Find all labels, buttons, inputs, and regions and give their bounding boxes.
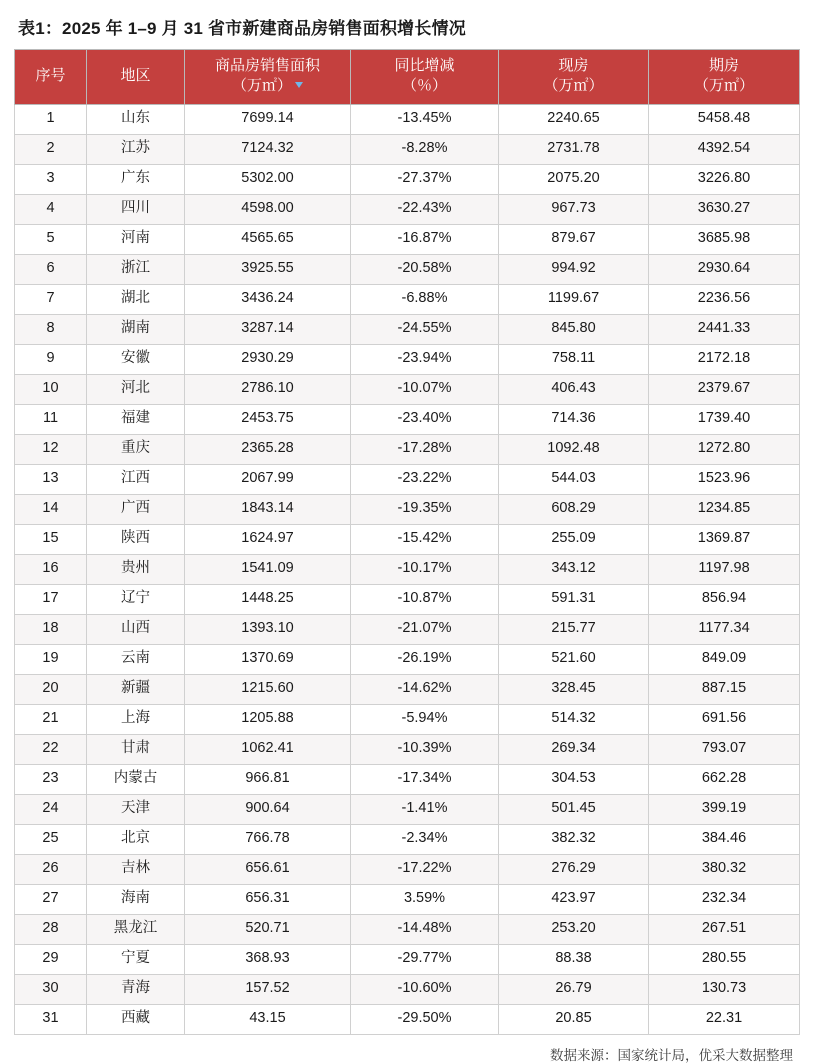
cell-completed-housing: 967.73: [499, 194, 649, 224]
cell-completed-housing: 2240.65: [499, 104, 649, 134]
cell-yoy-change: -27.37%: [351, 164, 499, 194]
cell-region: 河南: [87, 224, 185, 254]
cell-presold-housing: 2930.64: [649, 254, 800, 284]
cell-region: 辽宁: [87, 584, 185, 614]
cell-yoy-change: -23.40%: [351, 404, 499, 434]
cell-yoy-change: -10.60%: [351, 974, 499, 1004]
cell-sales-area: 656.61: [185, 854, 351, 884]
table-row: [15, 524, 800, 554]
cell-presold-housing: 1739.40: [649, 404, 800, 434]
cell-yoy-change: -10.39%: [351, 734, 499, 764]
column-header-index-line1: 序号: [35, 67, 66, 85]
cell-sales-area: 1541.09: [185, 554, 351, 584]
cell-yoy-change: -1.41%: [351, 794, 499, 824]
cell-region: 江苏: [87, 134, 185, 164]
column-header-yoy-change-line2: （％）: [401, 77, 447, 95]
table-row: [15, 224, 800, 254]
cell-yoy-change: -15.42%: [351, 524, 499, 554]
table-row: [15, 674, 800, 704]
cell-index: 23: [15, 764, 87, 794]
cell-index: 31: [15, 1004, 87, 1034]
cell-region: 甘肃: [87, 734, 185, 764]
cell-presold-housing: 856.94: [649, 584, 800, 614]
cell-sales-area: 4565.65: [185, 224, 351, 254]
table-row: [15, 914, 800, 944]
cell-index: 18: [15, 614, 87, 644]
cell-presold-housing: 2172.18: [649, 344, 800, 374]
cell-sales-area: 2786.10: [185, 374, 351, 404]
cell-yoy-change: -23.94%: [351, 344, 499, 374]
table-row: [15, 254, 800, 284]
cell-completed-housing: 514.32: [499, 704, 649, 734]
page-title: 表1：2025 年 1–9 月 31 省市新建商品房销售面积增长情况: [18, 19, 466, 38]
cell-completed-housing: 2075.20: [499, 164, 649, 194]
cell-index: 30: [15, 974, 87, 1004]
cell-yoy-change: -2.34%: [351, 824, 499, 854]
cell-yoy-change: -29.50%: [351, 1004, 499, 1034]
table-row: [15, 344, 800, 374]
cell-completed-housing: 304.53: [499, 764, 649, 794]
cell-yoy-change: -5.94%: [351, 704, 499, 734]
cell-completed-housing: 269.34: [499, 734, 649, 764]
cell-completed-housing: 406.43: [499, 374, 649, 404]
cell-region: 宁夏: [87, 944, 185, 974]
cell-index: 29: [15, 944, 87, 974]
table-row: [15, 284, 800, 314]
cell-region: 青海: [87, 974, 185, 1004]
cell-presold-housing: 1272.80: [649, 434, 800, 464]
column-header-region[interactable]: [87, 50, 185, 105]
cell-completed-housing: 26.79: [499, 974, 649, 1004]
cell-index: 8: [15, 314, 87, 344]
table-header: [15, 50, 800, 105]
cell-region: 重庆: [87, 434, 185, 464]
cell-index: 2: [15, 134, 87, 164]
cell-index: 26: [15, 854, 87, 884]
cell-region: 内蒙古: [87, 764, 185, 794]
cell-presold-housing: 5458.48: [649, 104, 800, 134]
cell-index: 7: [15, 284, 87, 314]
cell-region: 广西: [87, 494, 185, 524]
cell-completed-housing: 20.85: [499, 1004, 649, 1034]
cell-sales-area: 2453.75: [185, 404, 351, 434]
cell-sales-area: 157.52: [185, 974, 351, 1004]
cell-presold-housing: 1369.87: [649, 524, 800, 554]
cell-index: 28: [15, 914, 87, 944]
cell-index: 1: [15, 104, 87, 134]
cell-sales-area: 1205.88: [185, 704, 351, 734]
column-header-index[interactable]: [15, 50, 87, 105]
cell-region: 四川: [87, 194, 185, 224]
table-row: [15, 644, 800, 674]
table-row: [15, 314, 800, 344]
cell-yoy-change: 3.59%: [351, 884, 499, 914]
data-source-note: 数据来源：国家统计局，优采大数据整理: [550, 1047, 793, 1063]
cell-sales-area: 2365.28: [185, 434, 351, 464]
cell-sales-area: 1393.10: [185, 614, 351, 644]
cell-presold-housing: 232.34: [649, 884, 800, 914]
cell-yoy-change: -17.28%: [351, 434, 499, 464]
cell-yoy-change: -19.35%: [351, 494, 499, 524]
cell-completed-housing: 215.77: [499, 614, 649, 644]
column-header-presold-housing-line2: （万㎡）: [693, 77, 754, 95]
cell-sales-area: 656.31: [185, 884, 351, 914]
column-header-completed-housing-line1: 现房: [558, 57, 589, 74]
cell-presold-housing: 2236.56: [649, 284, 800, 314]
cell-sales-area: 1624.97: [185, 524, 351, 554]
cell-completed-housing: 423.97: [499, 884, 649, 914]
cell-presold-housing: 267.51: [649, 914, 800, 944]
cell-completed-housing: 1092.48: [499, 434, 649, 464]
table-row: [15, 824, 800, 854]
column-header-sales-area[interactable]: [185, 50, 351, 105]
cell-sales-area: 7699.14: [185, 104, 351, 134]
cell-region: 山东: [87, 104, 185, 134]
column-header-presold-housing-line1: 期房: [708, 57, 739, 74]
column-header-sales-area-line1: 商品房销售面积: [214, 57, 320, 74]
table-row: [15, 194, 800, 224]
table-row: [15, 794, 800, 824]
cell-region: 浙江: [87, 254, 185, 284]
table-row: [15, 1004, 800, 1034]
cell-yoy-change: -10.07%: [351, 374, 499, 404]
cell-completed-housing: 255.09: [499, 524, 649, 554]
cell-sales-area: 1062.41: [185, 734, 351, 764]
cell-yoy-change: -22.43%: [351, 194, 499, 224]
cell-index: 27: [15, 884, 87, 914]
cell-completed-housing: 1199.67: [499, 284, 649, 314]
header-row: [15, 50, 800, 105]
cell-completed-housing: 608.29: [499, 494, 649, 524]
cell-index: 15: [15, 524, 87, 554]
table-row: [15, 764, 800, 794]
cell-yoy-change: -17.34%: [351, 764, 499, 794]
cell-presold-housing: 3630.27: [649, 194, 800, 224]
table-row: [15, 404, 800, 434]
cell-presold-housing: 2379.67: [649, 374, 800, 404]
cell-index: 3: [15, 164, 87, 194]
cell-yoy-change: -20.58%: [351, 254, 499, 284]
cell-region: 安徽: [87, 344, 185, 374]
cell-index: 5: [15, 224, 87, 254]
cell-yoy-change: -29.77%: [351, 944, 499, 974]
cell-region: 云南: [87, 644, 185, 674]
cell-presold-housing: 399.19: [649, 794, 800, 824]
cell-index: 13: [15, 464, 87, 494]
cell-sales-area: 1448.25: [185, 584, 351, 614]
cell-index: 19: [15, 644, 87, 674]
cell-yoy-change: -14.62%: [351, 674, 499, 704]
cell-sales-area: 900.64: [185, 794, 351, 824]
cell-presold-housing: 280.55: [649, 944, 800, 974]
cell-sales-area: 766.78: [185, 824, 351, 854]
cell-sales-area: 2067.99: [185, 464, 351, 494]
cell-completed-housing: 758.11: [499, 344, 649, 374]
cell-completed-housing: 501.45: [499, 794, 649, 824]
cell-index: 22: [15, 734, 87, 764]
cell-sales-area: 368.93: [185, 944, 351, 974]
cell-completed-housing: 544.03: [499, 464, 649, 494]
cell-index: 17: [15, 584, 87, 614]
table-row: [15, 164, 800, 194]
cell-region: 福建: [87, 404, 185, 434]
cell-region: 新疆: [87, 674, 185, 704]
table-row: [15, 974, 800, 1004]
cell-completed-housing: 521.60: [499, 644, 649, 674]
table-row: [15, 464, 800, 494]
cell-completed-housing: 343.12: [499, 554, 649, 584]
table-row: [15, 104, 800, 134]
cell-yoy-change: -10.17%: [351, 554, 499, 584]
table-row: [15, 134, 800, 164]
cell-yoy-change: -14.48%: [351, 914, 499, 944]
cell-presold-housing: 1177.34: [649, 614, 800, 644]
column-header-completed-housing-line2: （万㎡）: [543, 77, 604, 95]
cell-completed-housing: 382.32: [499, 824, 649, 854]
cell-region: 海南: [87, 884, 185, 914]
cell-region: 广东: [87, 164, 185, 194]
cell-index: 12: [15, 434, 87, 464]
cell-yoy-change: -17.22%: [351, 854, 499, 884]
cell-index: 10: [15, 374, 87, 404]
column-header-yoy-change[interactable]: [351, 50, 499, 105]
table-row: [15, 614, 800, 644]
cell-presold-housing: 887.15: [649, 674, 800, 704]
cell-sales-area: 966.81: [185, 764, 351, 794]
column-header-presold-housing[interactable]: [649, 50, 800, 105]
cell-region: 吉林: [87, 854, 185, 884]
cell-yoy-change: -6.88%: [351, 284, 499, 314]
column-header-sales-area-line2: （万㎡）: [187, 76, 348, 96]
cell-index: 14: [15, 494, 87, 524]
cell-region: 贵州: [87, 554, 185, 584]
cell-yoy-change: -21.07%: [351, 614, 499, 644]
cell-presold-housing: 793.07: [649, 734, 800, 764]
cell-completed-housing: 845.80: [499, 314, 649, 344]
cell-completed-housing: 994.92: [499, 254, 649, 284]
cell-presold-housing: 1234.85: [649, 494, 800, 524]
cell-yoy-change: -24.55%: [351, 314, 499, 344]
cell-sales-area: 43.15: [185, 1004, 351, 1034]
cell-presold-housing: 4392.54: [649, 134, 800, 164]
cell-yoy-change: -13.45%: [351, 104, 499, 134]
cell-completed-housing: 879.67: [499, 224, 649, 254]
cell-sales-area: 5302.00: [185, 164, 351, 194]
cell-sales-area: 3436.24: [185, 284, 351, 314]
table-body: [15, 104, 800, 1034]
cell-region: 陕西: [87, 524, 185, 554]
cell-completed-housing: 2731.78: [499, 134, 649, 164]
cell-presold-housing: 3226.80: [649, 164, 800, 194]
cell-region: 山西: [87, 614, 185, 644]
cell-region: 湖南: [87, 314, 185, 344]
cell-completed-housing: 88.38: [499, 944, 649, 974]
table-row: [15, 884, 800, 914]
cell-region: 河北: [87, 374, 185, 404]
sales-area-table: [14, 49, 800, 1035]
cell-index: 6: [15, 254, 87, 284]
column-header-yoy-change-line1: 同比增减: [394, 57, 455, 74]
cell-sales-area: 7124.32: [185, 134, 351, 164]
cell-sales-area: 3287.14: [185, 314, 351, 344]
cell-presold-housing: 849.09: [649, 644, 800, 674]
table-row: [15, 554, 800, 584]
table-row: [15, 854, 800, 884]
cell-presold-housing: 22.31: [649, 1004, 800, 1034]
cell-region: 黑龙江: [87, 914, 185, 944]
table-row: [15, 944, 800, 974]
cell-index: 9: [15, 344, 87, 374]
cell-index: 25: [15, 824, 87, 854]
sort-descending-icon[interactable]: [295, 82, 303, 88]
cell-region: 西藏: [87, 1004, 185, 1034]
cell-sales-area: 520.71: [185, 914, 351, 944]
cell-presold-housing: 384.46: [649, 824, 800, 854]
cell-presold-housing: 1523.96: [649, 464, 800, 494]
cell-yoy-change: -16.87%: [351, 224, 499, 254]
cell-presold-housing: 1197.98: [649, 554, 800, 584]
cell-completed-housing: 328.45: [499, 674, 649, 704]
cell-presold-housing: 380.32: [649, 854, 800, 884]
table-row: [15, 494, 800, 524]
cell-yoy-change: -10.87%: [351, 584, 499, 614]
column-header-completed-housing[interactable]: [499, 50, 649, 105]
cell-completed-housing: 253.20: [499, 914, 649, 944]
cell-index: 16: [15, 554, 87, 584]
cell-region: 天津: [87, 794, 185, 824]
cell-presold-housing: 130.73: [649, 974, 800, 1004]
cell-yoy-change: -8.28%: [351, 134, 499, 164]
column-header-region-line1: 地区: [120, 67, 151, 85]
cell-region: 湖北: [87, 284, 185, 314]
cell-completed-housing: 591.31: [499, 584, 649, 614]
cell-presold-housing: 691.56: [649, 704, 800, 734]
cell-index: 21: [15, 704, 87, 734]
cell-yoy-change: -26.19%: [351, 644, 499, 674]
cell-presold-housing: 3685.98: [649, 224, 800, 254]
cell-region: 北京: [87, 824, 185, 854]
table-row: [15, 374, 800, 404]
table-row: [15, 734, 800, 764]
cell-sales-area: 1843.14: [185, 494, 351, 524]
table-row: [15, 584, 800, 614]
cell-index: 24: [15, 794, 87, 824]
cell-yoy-change: -23.22%: [351, 464, 499, 494]
cell-sales-area: 3925.55: [185, 254, 351, 284]
cell-completed-housing: 714.36: [499, 404, 649, 434]
cell-sales-area: 1215.60: [185, 674, 351, 704]
cell-index: 11: [15, 404, 87, 434]
cell-sales-area: 4598.00: [185, 194, 351, 224]
cell-sales-area: 1370.69: [185, 644, 351, 674]
cell-presold-housing: 662.28: [649, 764, 800, 794]
table-row: [15, 704, 800, 734]
cell-sales-area: 2930.29: [185, 344, 351, 374]
cell-completed-housing: 276.29: [499, 854, 649, 884]
cell-region: 上海: [87, 704, 185, 734]
cell-index: 4: [15, 194, 87, 224]
cell-index: 20: [15, 674, 87, 704]
cell-presold-housing: 2441.33: [649, 314, 800, 344]
cell-region: 江西: [87, 464, 185, 494]
table-row: [15, 434, 800, 464]
